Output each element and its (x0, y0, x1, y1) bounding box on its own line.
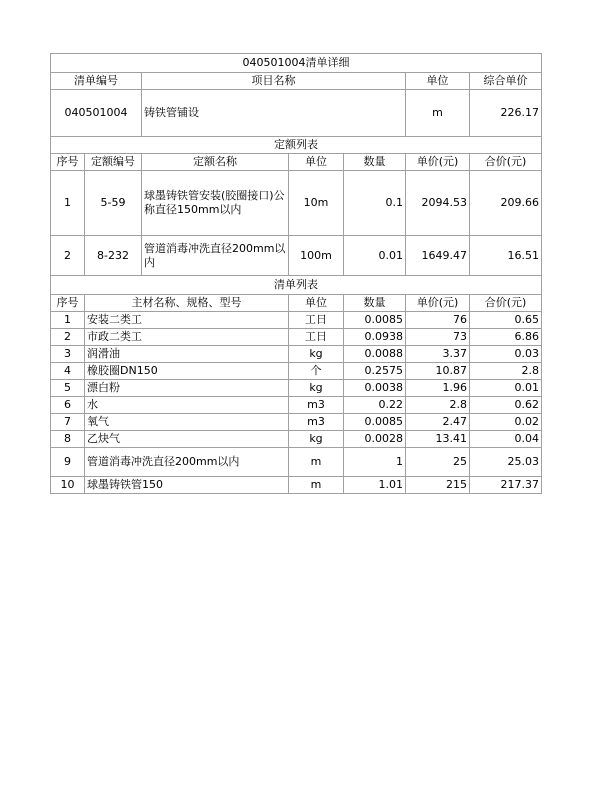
list-name: 市政二类工 (85, 329, 289, 346)
list-unit-price: 76 (406, 312, 470, 329)
quota-code: 5-59 (85, 171, 142, 236)
list-qty: 1 (344, 448, 406, 477)
list-unit: 工日 (289, 329, 344, 346)
quota-qty: 0.1 (344, 171, 406, 236)
quota-header-qty: 数量 (344, 154, 406, 171)
list-seq: 9 (51, 448, 85, 477)
list-seq: 6 (51, 397, 85, 414)
item-code: 040501004 (51, 90, 142, 137)
list-header-total: 合价(元) (470, 295, 542, 312)
list-unit-price: 1.96 (406, 380, 470, 397)
quota-unit: 100m (289, 236, 344, 276)
list-qty: 0.0028 (344, 431, 406, 448)
list-row (51, 312, 542, 329)
list-unit-price: 13.41 (406, 431, 470, 448)
quota-unit-price: 2094.53 (406, 171, 470, 236)
list-total: 0.04 (470, 431, 542, 448)
quota-header-seq: 序号 (51, 154, 85, 171)
list-header-unit-price: 单价(元) (406, 295, 470, 312)
header-code: 清单编号 (51, 73, 142, 90)
quota-seq: 2 (51, 236, 85, 276)
list-unit: kg (289, 380, 344, 397)
list-unit: kg (289, 431, 344, 448)
list-unit: 个 (289, 363, 344, 380)
list-seq: 5 (51, 380, 85, 397)
list-unit: 工日 (289, 312, 344, 329)
list-unit-price: 25 (406, 448, 470, 477)
list-total: 25.03 (470, 448, 542, 477)
list-section-title: 清单列表 (51, 276, 542, 295)
list-unit-price: 2.8 (406, 397, 470, 414)
list-unit: m3 (289, 414, 344, 431)
list-unit: m (289, 477, 344, 494)
list-total: 0.01 (470, 380, 542, 397)
quota-header-unit-price: 单价(元) (406, 154, 470, 171)
quota-seq: 1 (51, 171, 85, 236)
list-qty: 0.0088 (344, 346, 406, 363)
quota-total: 209.66 (470, 171, 542, 236)
list-unit: m (289, 448, 344, 477)
sheet-title: 040501004清单详细 (51, 54, 542, 73)
list-row (51, 329, 542, 346)
list-name: 橡胶圈DN150 (85, 363, 289, 380)
list-row (51, 414, 542, 431)
list-name: 漂白粉 (85, 380, 289, 397)
list-unit-price: 10.87 (406, 363, 470, 380)
list-qty: 0.0085 (344, 312, 406, 329)
list-qty: 0.2575 (344, 363, 406, 380)
list-name: 氧气 (85, 414, 289, 431)
quota-header-code: 定额编号 (85, 154, 142, 171)
quota-row (51, 236, 542, 276)
list-unit: m3 (289, 397, 344, 414)
list-row (51, 363, 542, 380)
quota-qty: 0.01 (344, 236, 406, 276)
list-name: 乙炔气 (85, 431, 289, 448)
list-qty: 0.0085 (344, 414, 406, 431)
quota-name: 管道消毒冲洗直径200mm以内 (142, 236, 289, 276)
list-total: 0.65 (470, 312, 542, 329)
quota-section-title: 定额列表 (51, 137, 542, 154)
list-qty: 0.22 (344, 397, 406, 414)
list-seq: 2 (51, 329, 85, 346)
list-row (51, 380, 542, 397)
header-unit: 单位 (406, 73, 470, 90)
list-header-name: 主材名称、规格、型号 (85, 295, 289, 312)
list-row (51, 346, 542, 363)
list-unit-price: 2.47 (406, 414, 470, 431)
list-header-qty: 数量 (344, 295, 406, 312)
list-seq: 8 (51, 431, 85, 448)
list-row (51, 477, 542, 494)
list-unit-price: 3.37 (406, 346, 470, 363)
list-total: 0.02 (470, 414, 542, 431)
list-seq: 3 (51, 346, 85, 363)
quota-header-total: 合价(元) (470, 154, 542, 171)
list-name: 球墨铸铁管150 (85, 477, 289, 494)
list-seq: 4 (51, 363, 85, 380)
quota-unit: 10m (289, 171, 344, 236)
quota-header-unit: 单位 (289, 154, 344, 171)
list-unit-price: 215 (406, 477, 470, 494)
item-name: 铸铁管铺设 (142, 90, 406, 137)
list-name: 管道消毒冲洗直径200mm以内 (85, 448, 289, 477)
list-seq: 7 (51, 414, 85, 431)
list-header-seq: 序号 (51, 295, 85, 312)
list-seq: 10 (51, 477, 85, 494)
quota-row (51, 171, 542, 236)
header-price: 综合单价 (470, 73, 542, 90)
item-unit: m (406, 90, 470, 137)
list-row (51, 431, 542, 448)
quota-unit-price: 1649.47 (406, 236, 470, 276)
item-price: 226.17 (470, 90, 542, 137)
list-row (51, 448, 542, 477)
list-total: 2.8 (470, 363, 542, 380)
quota-total: 16.51 (470, 236, 542, 276)
list-total: 0.62 (470, 397, 542, 414)
list-qty: 0.0938 (344, 329, 406, 346)
list-total: 217.37 (470, 477, 542, 494)
quota-code: 8-232 (85, 236, 142, 276)
list-qty: 0.0038 (344, 380, 406, 397)
list-name: 润滑油 (85, 346, 289, 363)
list-total: 0.03 (470, 346, 542, 363)
list-row (51, 397, 542, 414)
quota-header-name: 定额名称 (142, 154, 289, 171)
list-unit-price: 73 (406, 329, 470, 346)
list-total: 6.86 (470, 329, 542, 346)
detail-table (50, 53, 542, 494)
header-name: 项目名称 (142, 73, 406, 90)
list-seq: 1 (51, 312, 85, 329)
list-header-unit: 单位 (289, 295, 344, 312)
list-unit: kg (289, 346, 344, 363)
list-name: 安装二类工 (85, 312, 289, 329)
list-name: 水 (85, 397, 289, 414)
quota-name: 球墨铸铁管安装(胶圈接口)公称直径150mm以内 (142, 171, 289, 236)
list-qty: 1.01 (344, 477, 406, 494)
